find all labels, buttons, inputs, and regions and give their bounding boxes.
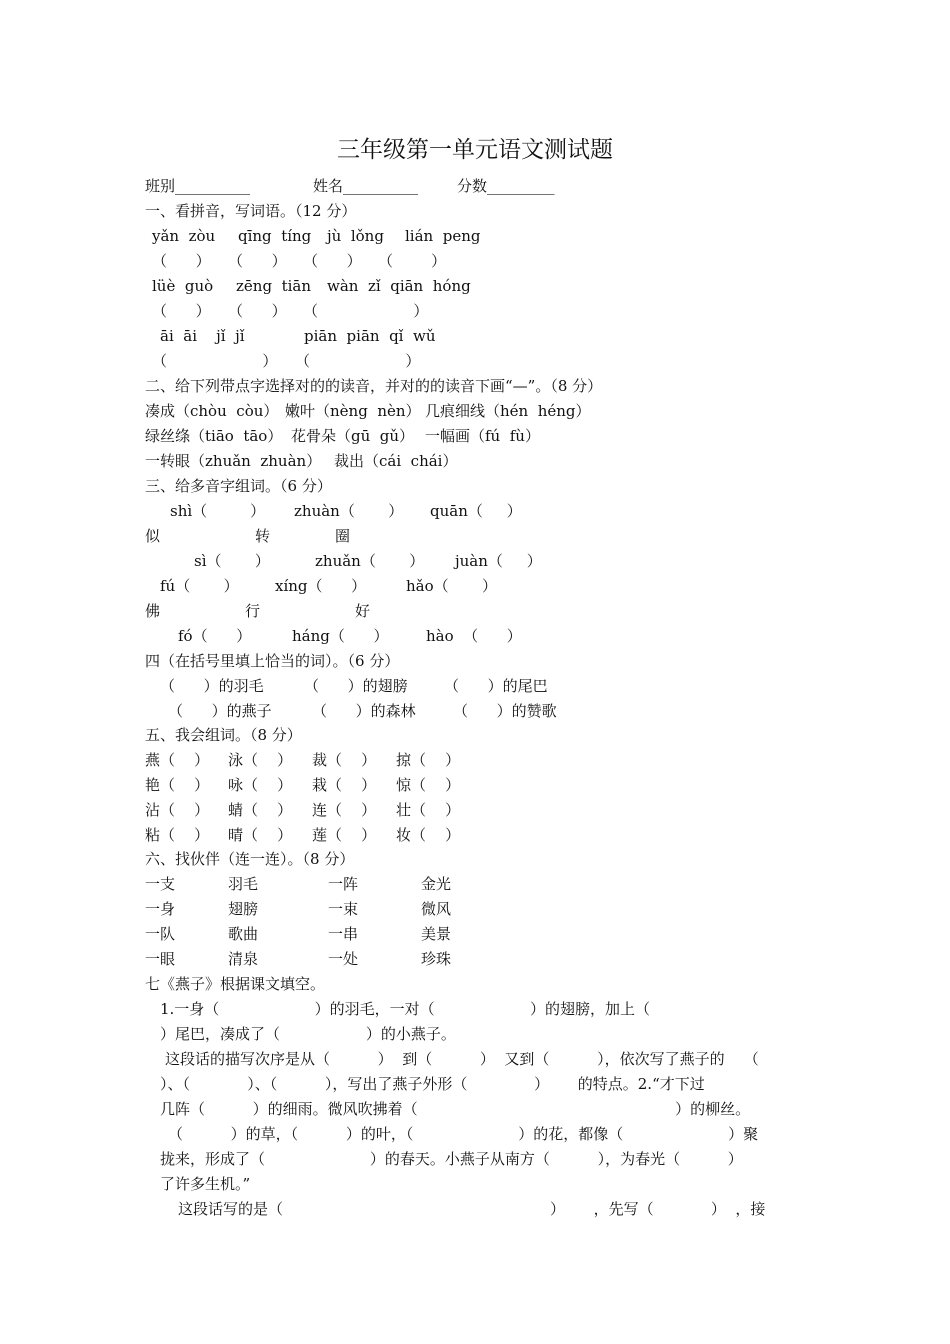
word-item: 掠（ ） — [396, 751, 461, 769]
polyphone-item: sì（ ） — [194, 552, 270, 570]
answer-blank: （ ） — [295, 352, 421, 370]
answer-blank: （ ） — [152, 352, 278, 370]
class-field: 班别__________ — [145, 177, 251, 195]
answer-blank: （ ） — [152, 302, 211, 320]
word-item: 晴（ ） — [228, 826, 293, 844]
polyphone-char: 圈 — [335, 527, 351, 545]
name-field: 姓名__________ — [313, 177, 419, 195]
q7-text-line: 拢来，形成了（ ）的春天。小燕子从南方（ ），为春光（ ） — [160, 1150, 743, 1168]
q7-text-line: ）尾巴，凑成了（ ）的小燕子。 — [160, 1025, 456, 1043]
match-item: 一串 — [328, 925, 359, 943]
q3-heading: 三、给多音字组词。（6 分） — [145, 477, 332, 495]
polyphone-item: hào （ ） — [426, 627, 522, 645]
pinyin: wàn zǐ qiān hóng — [327, 277, 471, 295]
polyphone-item: juàn（ ） — [455, 552, 542, 570]
pinyin: piān piān qǐ wǔ — [304, 327, 436, 345]
answer-blank: （ ） — [303, 252, 362, 270]
fill-item: （ ）的赞歌 — [453, 702, 557, 720]
polyphone-item: quān（ ） — [430, 502, 522, 520]
word-item: 沾（ ） — [145, 801, 210, 819]
fill-item: （ ）的森林 — [312, 702, 416, 720]
q7-text-line: 这段话的描写次序是从（ ） 到（ ） 又到（ ），依次写了燕子的 （ — [165, 1050, 759, 1068]
match-item: 珍珠 — [421, 950, 452, 968]
pinyin: yǎn zòu — [152, 227, 216, 245]
polyphone-item: xíng（ ） — [275, 577, 367, 595]
q1-heading: 一、看拼音，写词语。（12 分） — [145, 202, 357, 220]
q5-heading: 五、我会组词。（8 分） — [145, 726, 302, 744]
polyphone-char: 佛 — [145, 602, 161, 620]
match-item: 歌曲 — [228, 925, 259, 943]
polyphone-item: háng（ ） — [292, 627, 389, 645]
word-item: 连（ ） — [312, 801, 377, 819]
word-item: 泳（ ） — [228, 751, 293, 769]
match-item: 一眼 — [145, 950, 176, 968]
reading-item: 一转眼（zhuǎn zhuàn） — [145, 452, 322, 470]
answer-blank: （ ） — [152, 252, 211, 270]
word-item: 燕（ ） — [145, 751, 210, 769]
q7-text-line: （ ）的草，（ ）的叶，（ ）的花，都像（ ）聚 — [168, 1125, 759, 1143]
answer-blank: （ ） — [228, 252, 287, 270]
polyphone-char: 转 — [255, 527, 271, 545]
word-item: 咏（ ） — [228, 776, 293, 794]
polyphone-item: zhuàn（ ） — [294, 502, 404, 520]
q7-text-line: 了许多生机。” — [160, 1175, 251, 1193]
pinyin: āi āi jǐ jǐ — [160, 327, 245, 345]
q7-text-line: 几阵（ ）的细雨。微风吹拂着（ ）的柳丝。 — [160, 1100, 751, 1118]
match-item: 一支 — [145, 875, 176, 893]
word-item: 妆（ ） — [396, 826, 461, 844]
q7-text-line: 1.一身（ ）的羽毛，一对（ ）的翅膀，加上（ — [160, 1000, 651, 1018]
match-item: 一处 — [328, 950, 359, 968]
fill-item: （ ）的羽毛 — [160, 677, 264, 695]
pinyin: qīng tíng — [238, 227, 312, 245]
polyphone-item: zhuǎn（ ） — [315, 552, 425, 570]
match-item: 一队 — [145, 925, 176, 943]
pinyin: lián peng — [405, 227, 481, 245]
q7-heading: 七《燕子》根据课文填空。 — [145, 975, 326, 993]
polyphone-item: shì（ ） — [170, 502, 266, 520]
polyphone-item: hǎo（ ） — [406, 577, 498, 595]
word-item: 壮（ ） — [396, 801, 461, 819]
polyphone-item: fú（ ） — [160, 577, 239, 595]
match-item: 微风 — [421, 900, 452, 918]
match-item: 金光 — [421, 875, 452, 893]
polyphone-char: 似 — [145, 527, 161, 545]
pinyin: jù lǒng — [327, 227, 384, 245]
match-item: 一身 — [145, 900, 176, 918]
reading-item: 一幅画（fú fù） — [425, 427, 540, 445]
pinyin: lüè guò — [152, 277, 214, 295]
fill-item: （ ）的燕子 — [168, 702, 272, 720]
match-item: 清泉 — [228, 950, 259, 968]
q2-heading: 二、给下列带点字选择对的的读音，并对的的读音下画“—”。（8 分） — [145, 377, 603, 395]
polyphone-char: 好 — [355, 602, 371, 620]
q7-text-line: ）、（ ）、（ ），写出了燕子外形（ ） 的特点。2.“才下过 — [160, 1075, 705, 1093]
word-item: 蜻（ ） — [228, 801, 293, 819]
page-title: 三年级第一单元语文测试题 — [337, 137, 613, 163]
q4-heading: 四（在括号里填上恰当的词）。（6 分） — [145, 652, 400, 670]
score-field: 分数_________ — [457, 177, 555, 195]
reading-item: 绿丝绦（tiāo tāo） — [145, 427, 283, 445]
reading-item: 几痕细线（hén héng） — [425, 402, 591, 420]
match-item: 美景 — [421, 925, 452, 943]
match-item: 一阵 — [328, 875, 359, 893]
match-item: 一束 — [328, 900, 359, 918]
reading-item: 花骨朵（gū gǔ） — [291, 427, 415, 445]
word-item: 莲（ ） — [312, 826, 377, 844]
answer-blank: （ ） — [303, 302, 429, 320]
word-item: 裁（ ） — [312, 751, 377, 769]
word-item: 粘（ ） — [145, 826, 210, 844]
polyphone-char: 行 — [245, 602, 261, 620]
reading-item: 凑成（chòu còu） — [145, 402, 279, 420]
word-item: 惊（ ） — [396, 776, 461, 794]
match-item: 羽毛 — [228, 875, 259, 893]
answer-blank: （ ） — [378, 252, 447, 270]
q7-text-line: 这段话写的是（ ） ，先写（ ） ，接 — [178, 1200, 766, 1218]
match-item: 翅膀 — [228, 900, 259, 918]
reading-item: 裁出（cái chái） — [334, 452, 458, 470]
q6-heading: 六、找伙伴（连一连）。（8 分） — [145, 850, 355, 868]
word-item: 艳（ ） — [145, 776, 210, 794]
fill-item: （ ）的翅膀 — [304, 677, 408, 695]
answer-blank: （ ） — [228, 302, 287, 320]
pinyin: zēng tiān — [236, 277, 312, 295]
polyphone-item: fó（ ） — [178, 627, 252, 645]
word-item: 栽（ ） — [312, 776, 377, 794]
fill-item: （ ）的尾巴 — [444, 677, 548, 695]
reading-item: 嫩叶（nèng nèn） — [285, 402, 421, 420]
